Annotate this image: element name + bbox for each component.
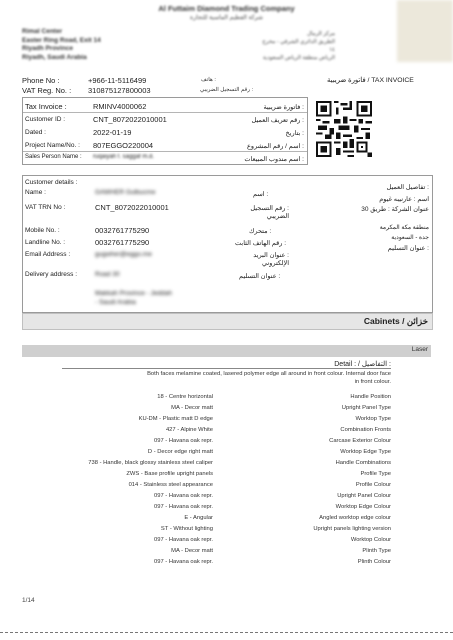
landline-value: 0032761775290: [95, 238, 150, 247]
customer-company-arabic: عنوان الشركة : طريق 30: [361, 206, 429, 213]
company-address: Rimal Center Easter Ring Road, Exit 14 Riyadh Province Riyadh, Saudi Arabia: [22, 28, 101, 61]
spec-label: Worktop Type: [355, 416, 391, 422]
project-label: Project Name/No. :: [25, 142, 80, 149]
email-label: Email Address :: [25, 251, 71, 258]
spec-value: 097 - Havana oak repr.: [154, 504, 213, 510]
vat-reg-value: 310875127800003: [88, 86, 151, 95]
delivery-address-line: - Saudi Arabia: [95, 299, 136, 306]
customer-details-title-arabic: تفاصيل العميل :: [386, 184, 429, 191]
row-divider: [23, 151, 307, 152]
spec-value: 097 - Havana oak repr.: [154, 537, 213, 543]
email-value: gugwher@eggo.me: [95, 251, 152, 258]
spec-label: Carcase Exterior Colour: [329, 438, 391, 444]
sales-person-label-arabic: اسم مندوب المبيعات :: [244, 156, 304, 163]
customer-region-arabic: منطقة مكة المكرمة: [379, 225, 429, 231]
delivery-address-line: Road 30: [95, 271, 120, 278]
company-name: Al Futtaim Diamond Trading Company: [158, 4, 295, 13]
row-divider: [23, 112, 307, 113]
spec-value: MA - Decor matt: [171, 548, 213, 554]
project-value: 807EGGO220004: [93, 141, 154, 150]
phone-label: Phone No :: [22, 76, 60, 85]
spec-label: Upright Panel Colour: [337, 493, 391, 499]
project-label-arabic: اسم / رقم المشروع :: [247, 143, 304, 150]
phone-value: +966-11-5116499: [88, 76, 147, 85]
spec-label: Plinth Type: [362, 548, 391, 554]
vat-reg-label: VAT Reg. No. :: [22, 86, 72, 95]
customer-vat-value: CNT_8072022010001: [95, 203, 169, 212]
customer-name-value: GAWHER Gulbucme: [95, 189, 156, 196]
customer-vat-label: VAT TRN No :: [25, 204, 66, 211]
tax-invoice-title: فاتورة ضريبية / TAX INVOICE: [327, 77, 414, 84]
spec-value: D - Decor edge right matt: [147, 449, 213, 455]
landline-label: Landline No. :: [25, 239, 66, 246]
sales-person-value: ruqaiyah f. saggaf m.d.: [93, 154, 155, 160]
detail-title: Detail : / التفاصيل :: [334, 361, 391, 368]
cabinets-title: Cabinets / خزائن: [363, 316, 428, 326]
laser-section-header: [22, 345, 431, 357]
spec-label: Upright Panel Type: [341, 405, 391, 411]
delivery-address-label: Delivery address :: [25, 271, 78, 278]
vat-reg-label-arabic: رقم التسجيل الضريبي :: [200, 87, 253, 93]
laser-label: Laser: [411, 346, 428, 353]
detail-divider: [62, 368, 391, 369]
spec-value: 097 - Havana oak repr.: [154, 438, 213, 444]
customer-city-arabic: جدة - السعودية: [391, 235, 429, 241]
spec-label: Profile Colour: [355, 482, 391, 488]
invoice-label-arabic: فاتورة ضريبية :: [263, 104, 304, 111]
customer-id-label: Customer ID :: [25, 116, 66, 123]
spec-label: Upright panels lighting version: [313, 526, 391, 532]
spec-value: 097 - Havana oak repr.: [154, 559, 213, 565]
customer-delivery-arabic: عنوان التسليم :: [387, 245, 429, 252]
mobile-value: 0032761775290: [95, 226, 150, 235]
company-address-arabic: مركز الرمال الطريق الدائري الشرقي - مخرج ١٤ الرياض منطقة الرياض السعودية: [262, 31, 335, 61]
dated-value: 2022-01-19: [93, 128, 132, 137]
customer-id-value: CNT_8072022010001: [93, 115, 167, 124]
cabinets-section-header: [22, 313, 433, 330]
customer-details-title: Customer details :: [25, 179, 78, 186]
company-logo: [397, 0, 453, 62]
spec-value: 014 - Stainless steel appearance: [128, 482, 213, 488]
dated-label-arabic: بتاريخ :: [285, 130, 304, 137]
customer-name-label: Name :: [25, 189, 46, 196]
spec-value: MA - Decor matt: [171, 405, 213, 411]
spec-label: Angled worktop edge colour: [319, 515, 391, 521]
qr-code-icon: [316, 98, 372, 160]
phone-label-arabic: هاتف :: [201, 77, 216, 83]
spec-value: KU-DM - Plastic matt D edge: [138, 416, 213, 422]
description-text: in front colour.: [354, 379, 391, 385]
spec-label: Combination Fronts: [340, 427, 391, 433]
spec-value: 097 - Havana oak repr.: [154, 493, 213, 499]
customer-name-arabic: اسم : عارنيبه غيوم: [379, 196, 429, 203]
mobile-label: Mobile No. :: [25, 227, 60, 234]
mobile-label-arabic: متحرك :: [249, 228, 272, 235]
spec-label: Handle Position: [350, 394, 391, 400]
dated-label: Dated :: [25, 129, 46, 136]
spec-label: Profile Type: [360, 471, 391, 477]
email-label-arabic: عنوان البريد : الإلكتروني: [253, 252, 289, 267]
invoice-label: Tax Invoice :: [25, 102, 67, 111]
customer-vat-label-arabic: رقم التسجيل : الضريبي: [250, 205, 289, 220]
spec-label: Handle Combinations: [335, 460, 391, 466]
description-text: Both faces melamine coated, lasered polymer edge all around in front colour. Internal door face: [147, 371, 391, 377]
invoice-number: RMINV4000062: [93, 102, 147, 111]
spec-label: Plinth Colour: [357, 559, 391, 565]
spec-label: Worktop Colour: [350, 537, 391, 543]
company-name-arabic: شركة الفطيم الماسية للتجارة: [190, 15, 263, 21]
delivery-address-label-arabic: عنوان التسليم :: [239, 273, 281, 280]
customer-details-box: [22, 175, 433, 313]
sales-person-label: Sales Person Name :: [25, 154, 82, 160]
spec-value: 427 - Alpine White: [165, 427, 213, 433]
delivery-address-line: Makkah Province - Jeddah: [95, 290, 172, 297]
customer-name-label-arabic: اسم :: [253, 191, 269, 198]
invoice-info-box: [22, 97, 308, 165]
page-number: 1/14: [22, 597, 35, 604]
spec-value: 18 - Centre horizontal: [157, 394, 213, 400]
spec-label: Worktop Edge Colour: [335, 504, 391, 510]
customer-id-label-arabic: رقم تعريف العميل :: [251, 117, 304, 124]
landline-label-arabic: رقم الهاتف الثابت :: [235, 240, 287, 247]
page-bottom-divider: [0, 632, 453, 633]
spec-value: ST - Without lighting: [160, 526, 213, 532]
spec-value: 738 - Handle, black glossy stainless steel caliper: [88, 460, 213, 466]
spec-value: E - Angular: [184, 515, 213, 521]
spec-label: Worktop Edge Type: [340, 449, 391, 455]
spec-value: ZWS - Base profile upright panels: [126, 471, 213, 477]
